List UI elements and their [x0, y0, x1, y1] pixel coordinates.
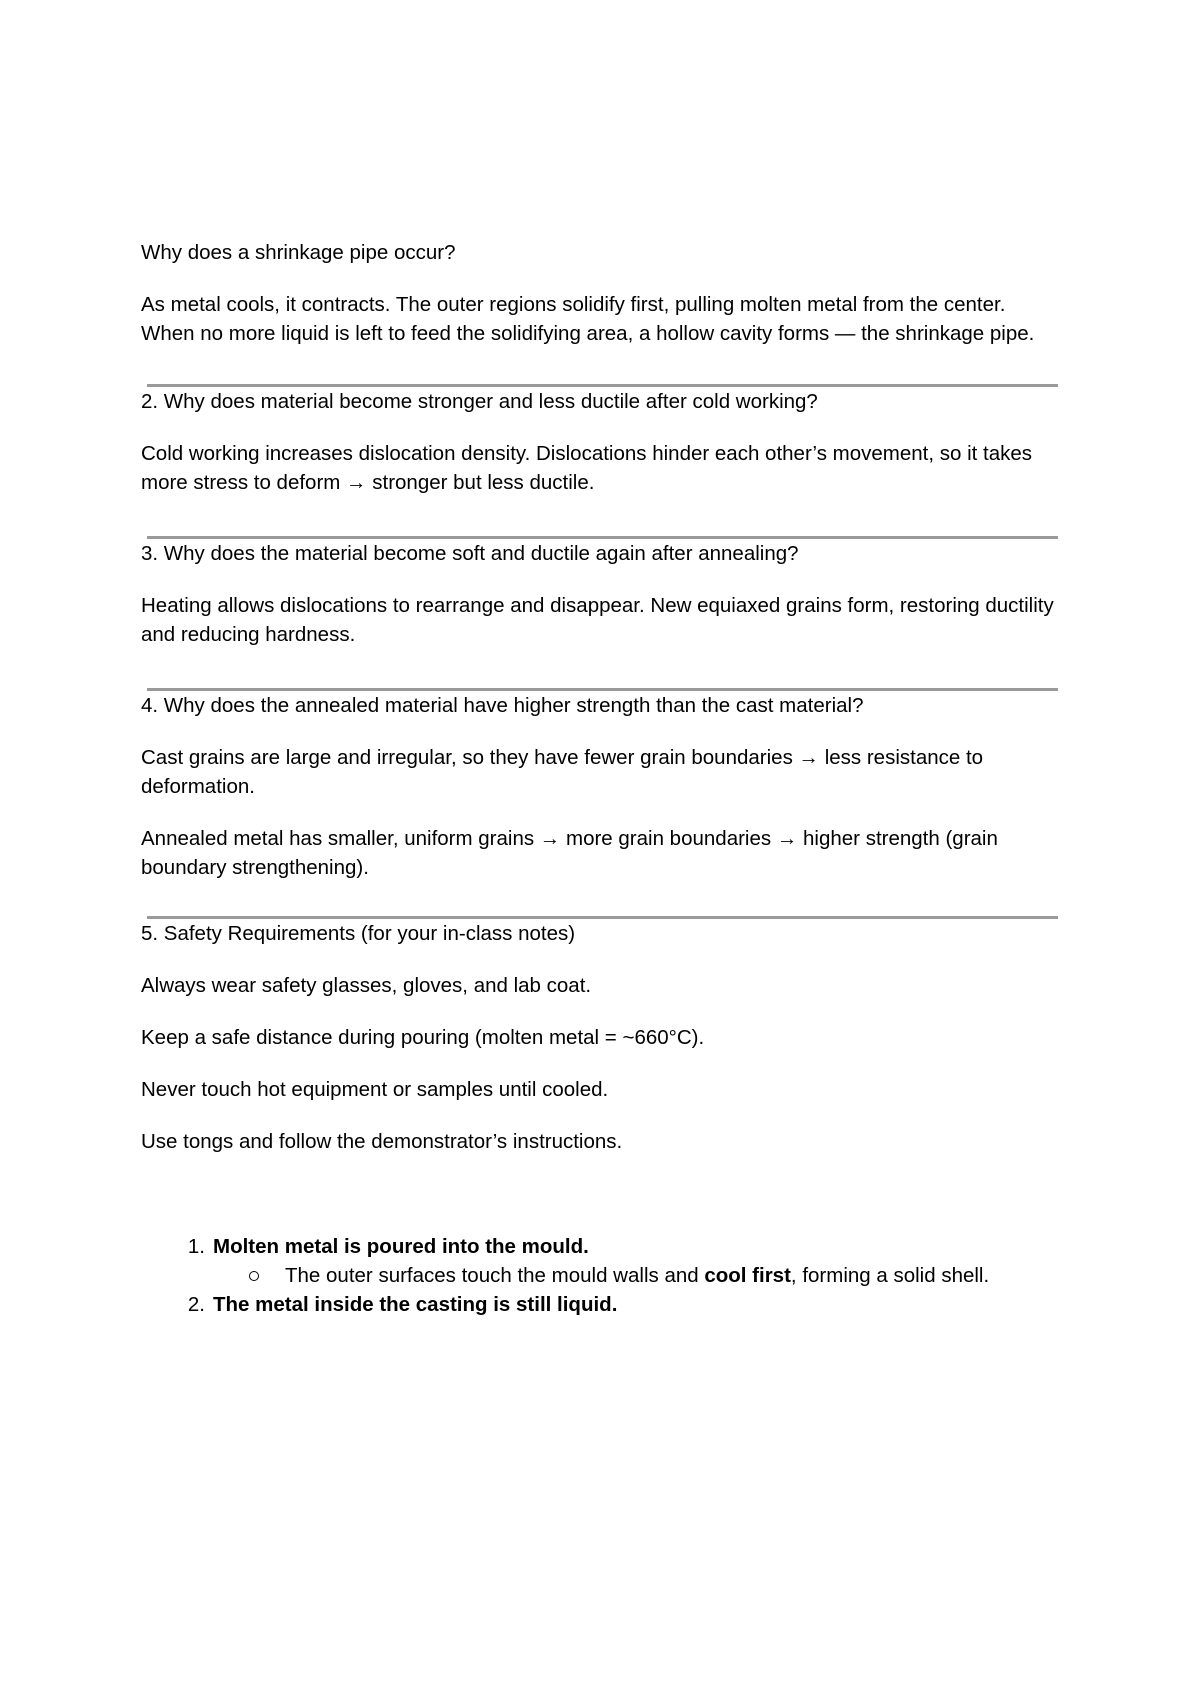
safety-item: Use tongs and follow the demonstrator’s instructions. — [141, 1130, 623, 1153]
safety-item: Keep a safe distance during pouring (molten metal = ~660°C). — [141, 1026, 705, 1049]
answer-4a: Cast grains are large and irregular, so they have fewer grain boundaries → less resistance to deformation. — [141, 746, 984, 798]
question-2: 2. Why does material become stronger and less ductile after cold working? — [141, 390, 818, 413]
list-number: 1. — [187, 1235, 205, 1258]
question-1: Why does a shrinkage pipe occur? — [141, 241, 456, 264]
sub-text-after: , forming a solid shell. — [790, 1264, 990, 1287]
safety-heading: 5. Safety Requirements (for your in-class notes) — [141, 922, 576, 945]
safety-item: Never touch hot equipment or samples until cooled. — [141, 1078, 609, 1101]
sub-text-bold: cool first — [704, 1264, 791, 1287]
sub-list-item — [213, 1261, 1061, 1290]
document-page — [141, 238, 1061, 1319]
answer-4b: Annealed metal has smaller, uniform grains → more grain boundaries → higher strength (grain boundary strengthening). — [141, 827, 998, 879]
answer-2: Cold working increases dislocation density. Dislocations hinder each other’s movement, so it takes more stress to deform → stronger but less ductile. — [141, 442, 1033, 494]
step-text: Molten metal is poured into the mould. — [213, 1235, 589, 1258]
step-text: The metal inside the casting is still liquid. — [213, 1293, 618, 1316]
answer-1: As metal cools, it contracts. The outer regions solidify first, pulling molten metal from the center. When no more liquid is left to feed the solidifying area, a hollow cavity forms — the shrinkage pipe. — [141, 293, 1035, 345]
list-item — [141, 1290, 1061, 1319]
safety-item: Always wear safety glasses, gloves, and lab coat. — [141, 974, 592, 997]
list-item — [141, 1232, 1061, 1290]
list-number: 2. — [187, 1293, 205, 1316]
question-3: 3. Why does the material become soft and ductile again after annealing? — [141, 542, 799, 565]
steps-list — [141, 1232, 1061, 1319]
sub-list — [213, 1261, 1061, 1290]
question-4: 4. Why does the annealed material have higher strength than the cast material? — [141, 694, 864, 717]
answer-3: Heating allows dislocations to rearrange and disappear. New equiaxed grains form, restoring ductility and reducing hardness. — [141, 594, 1054, 646]
sub-text-before: The outer surfaces touch the mould walls and — [285, 1264, 705, 1287]
bullet-circle-icon — [249, 1271, 259, 1281]
